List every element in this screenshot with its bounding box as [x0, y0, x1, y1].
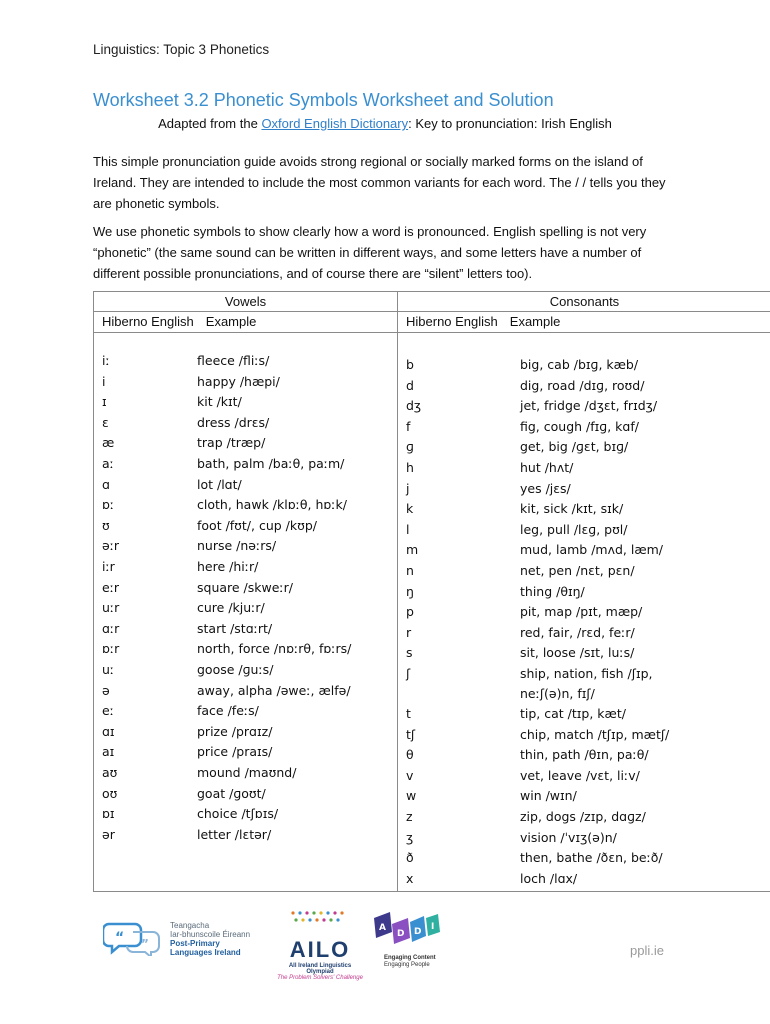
svg-text:D: D	[414, 927, 422, 937]
svg-text:A: A	[379, 923, 386, 933]
vowel-symbol: aʊ	[102, 765, 118, 780]
consonant-symbol: b	[406, 357, 414, 372]
vowel-example: square /skweːr/	[197, 579, 293, 595]
vowel-symbol: ɑɪ	[102, 723, 115, 739]
vowel-example: start /stɑːrt/	[197, 620, 273, 636]
ailo-wordmark: AILO	[289, 937, 351, 962]
vowel-example: foot /fʊt/, cup /kʊp/	[197, 517, 317, 533]
consonant-symbol: r	[406, 624, 412, 640]
vowel-example: nurse /nəːrs/	[197, 538, 277, 554]
vowel-symbol: aɪ	[102, 744, 115, 760]
consonant-symbol: ʒ	[406, 829, 414, 845]
vowel-example: here /hiːr/	[197, 559, 259, 574]
vowel-example: letter /lɛtər/	[197, 826, 272, 842]
phonetic-table	[93, 291, 770, 892]
vowel-symbol: uː	[102, 662, 115, 677]
consonant-example: thing /θɪŋ/	[520, 583, 585, 599]
vowel-symbol: iː	[102, 353, 110, 368]
vowel-symbol: aː	[102, 456, 114, 471]
consonant-symbol: x	[406, 870, 414, 886]
consonant-symbol: s	[406, 645, 413, 661]
consonant-example: fig, cough /fɪɡ, kɑf/	[520, 418, 639, 434]
subtitle	[0, 116, 770, 131]
consonant-symbol: tʃ	[406, 726, 416, 742]
consonant-symbol: n	[406, 563, 414, 578]
vowel-example: choice /tʃɒɪs/	[197, 806, 279, 822]
consonant-symbol: v	[406, 767, 414, 783]
vowel-example: away, alpha /əweː, ælfə/	[197, 682, 351, 698]
dots-icon	[285, 910, 355, 924]
addi-caption	[384, 955, 436, 969]
vowel-example: lot /lɑt/	[197, 476, 242, 492]
vowel-example: face /feːs/	[197, 703, 259, 719]
oed-link[interactable]: Oxford English Dictionary	[261, 116, 409, 131]
consonant-symbol: p	[406, 604, 414, 620]
vowel-symbol: æ	[102, 435, 115, 451]
site-link[interactable]: ppli.ie	[630, 943, 664, 958]
ailo-subtitle: All Ireland Linguistics Olympiad	[288, 963, 352, 975]
vowel-symbol: ɒɪ	[102, 806, 115, 822]
vowel-example: goose /ɡuːs/	[197, 662, 274, 677]
addi-caption-line: Engaging Content	[384, 955, 436, 961]
vowel-symbol: əːr	[102, 538, 120, 554]
ppli-logo-text	[170, 921, 250, 957]
consonant-symbol: l	[406, 521, 410, 537]
consonant-example: chip, match /tʃɪp, mætʃ/	[520, 726, 670, 742]
consonant-example: win /wɪn/	[520, 788, 577, 804]
vowel-example: cure /kjuːr/	[197, 600, 265, 616]
consonant-example: mud, lamb /mʌd, læm/	[520, 542, 663, 558]
page-title: Worksheet 3.2 Phonetic Symbols Worksheet and Solution	[93, 90, 554, 110]
consonant-example: then, bathe /ðɛn, beːð/	[520, 850, 663, 866]
vowel-example: north, force /nɒːrθ, fɒːrs/	[197, 641, 352, 657]
consonant-example: tip, cat /tɪp, kæt/	[520, 706, 626, 721]
vowel-example: happy /hæpi/	[197, 373, 280, 389]
consonant-symbol: j	[406, 480, 410, 496]
consonant-symbol: θ	[406, 747, 414, 763]
consonants-list-cell	[398, 333, 770, 892]
consonant-symbol: m	[406, 542, 419, 558]
consonant-symbol: ɡ	[406, 439, 414, 455]
vowel-symbol: ʊ	[102, 517, 110, 533]
consonant-symbol: h	[406, 460, 414, 475]
col-example: Example	[509, 314, 561, 329]
consonant-symbol: d	[406, 377, 414, 393]
consonant-example: hut /hʌt/	[520, 460, 574, 475]
consonant-example: leg, pull /lɛɡ, pʊl/	[520, 521, 628, 537]
vowel-symbol: ə	[102, 682, 110, 698]
consonant-example: big, cab /bɪɡ, kæb/	[520, 357, 639, 372]
addi-logo	[372, 910, 444, 968]
vowel-symbol: ər	[102, 826, 115, 842]
consonant-symbol: ŋ	[406, 583, 414, 599]
vowel-symbol: eːr	[102, 579, 120, 595]
vowel-symbol: ɑ	[102, 476, 110, 492]
consonant-example: vet, leave /vɛt, liːv/	[520, 767, 640, 783]
logo-line: Iar-bhunscoile Éireann	[170, 930, 251, 939]
consonant-example: pit, map /pɪt, mæp/	[520, 604, 643, 620]
logo-line: Teangacha	[170, 921, 210, 930]
vowel-symbol: i	[102, 373, 106, 389]
consonant-symbol: f	[406, 418, 411, 434]
consonant-symbol: dʒ	[406, 398, 422, 414]
subtitle-prefix: Adapted from the	[158, 116, 262, 131]
consonant-example: jet, fridge /dʒɛt, frɪdʒ/	[520, 398, 658, 414]
vowels-heading: Vowels	[94, 292, 398, 312]
svg-text:I: I	[431, 922, 435, 932]
vowel-example: cloth, hawk /klɒːθ, hɒːk/	[197, 497, 347, 513]
consonant-example: get, big /ɡɛt, bɪɡ/	[520, 439, 629, 455]
consonant-example: sit, loose /sɪt, luːs/	[520, 645, 635, 661]
ailo-logo	[275, 910, 365, 981]
consonants-heading: Consonants	[398, 292, 770, 312]
ailo-tagline: The Problem Solvers' Challenge	[277, 975, 363, 981]
vowel-symbol: ɑːr	[102, 620, 120, 636]
consonant-symbol: ʃ	[406, 666, 411, 681]
vowel-example: goat /ɡoʊt/	[197, 785, 266, 801]
addi-blocks-icon	[372, 910, 444, 954]
subtitle-suffix: : Key to pronunciation: Irish English	[408, 116, 612, 131]
vowel-example: price /praɪs/	[197, 744, 273, 760]
vowel-symbol: ɛ	[102, 414, 109, 430]
explanation-paragraph: We use phonetic symbols to show clearly how a word is pronounced. English spelling is not very “phonetic” (the same sound can be written in different ways, and some letters have a number of different possible pronunciations, and of course there are “silent” letters too).	[93, 224, 647, 281]
vowel-symbol: uːr	[102, 600, 120, 616]
consonant-example: ship, nation, fish /ʃɪp, neːʃ(ə)n, fɪʃ/	[520, 666, 653, 701]
consonant-example: red, fair, /rɛd, feːr/	[520, 624, 635, 640]
consonant-symbol: w	[406, 788, 417, 804]
col-example: Example	[205, 314, 257, 329]
vowel-symbol: oʊ	[102, 785, 118, 801]
consonant-example: vision /ˈvɪʒ(ə)n/	[520, 829, 617, 845]
col-hiberno: Hiberno English	[406, 314, 498, 329]
vowel-example: trap /træp/	[197, 435, 266, 451]
vowel-example: bath, palm /baːθ, paːm/	[197, 456, 345, 471]
consonant-example: net, pen /nɛt, pɛn/	[520, 563, 635, 578]
vowel-example: mound /maʊnd/	[197, 765, 297, 780]
vowel-example: fleece /fliːs/	[197, 353, 270, 368]
vowel-symbol: ɪ	[102, 394, 107, 410]
consonant-symbol: z	[406, 809, 413, 824]
intro-paragraph: This simple pronunciation guide avoids strong regional or socially marked forms on the island of Ireland. They are intended to include the most common variants for each word. The / / tells you they are phonetic symbols.	[93, 154, 666, 211]
logo-line: Post-Primary	[170, 939, 220, 948]
consonant-example: dig, road /dɪɡ, roʊd/	[520, 377, 645, 393]
vowel-symbol: ɒː	[102, 497, 115, 513]
consonant-example: kit, sick /kɪt, sɪk/	[520, 501, 624, 517]
speech-bubbles-logo-icon	[103, 920, 163, 956]
consonant-symbol: t	[406, 706, 411, 721]
vowel-example: dress /drɛs/	[197, 414, 270, 430]
col-hiberno: Hiberno English	[102, 314, 194, 329]
vowel-example: kit /kɪt/	[197, 394, 242, 410]
svg-text:D: D	[397, 929, 405, 939]
consonants-subheader	[398, 312, 770, 333]
consonant-example: yes /jɛs/	[520, 480, 571, 496]
vowel-symbol: ɒːr	[102, 641, 120, 657]
page-header: Linguistics: Topic 3 Phonetics	[93, 42, 270, 57]
vowel-symbol: iːr	[102, 559, 115, 574]
addi-caption-line: Engaging People	[384, 962, 430, 968]
consonant-example: thin, path /θɪn, paːθ/	[520, 747, 649, 763]
consonant-example: loch /lɑx/	[520, 870, 578, 886]
vowels-subheader	[94, 312, 398, 333]
consonant-symbol: k	[406, 501, 414, 517]
footer	[0, 905, 770, 981]
vowel-example: prize /prɑɪz/	[197, 723, 273, 739]
vowels-list-cell	[94, 333, 398, 892]
consonant-example: zip, dogs /zɪp, dɑɡz/	[520, 809, 646, 824]
consonant-symbol: ð	[406, 850, 414, 866]
vowel-symbol: eː	[102, 703, 114, 719]
svg-text:”: ”	[141, 937, 149, 951]
logo-line: Languages Ireland	[170, 948, 241, 957]
svg-text:“: “	[115, 930, 125, 946]
